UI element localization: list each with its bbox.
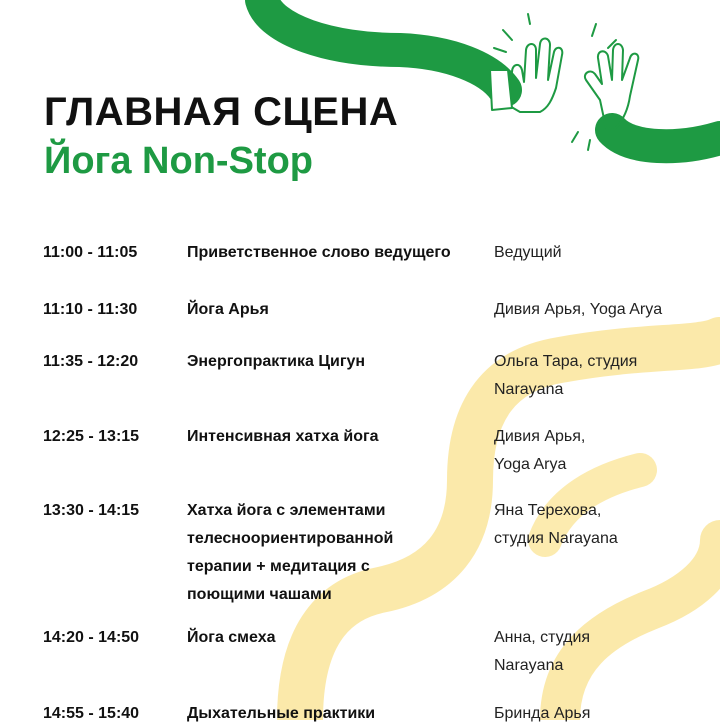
- row-host: Ведущий: [494, 244, 562, 261]
- row-host: Ольга Тара, студия Narayana: [494, 353, 638, 398]
- row-host: Анна, студия Narayana: [494, 629, 591, 674]
- row-host: Дивия Арья, Yoga Arya: [494, 428, 586, 473]
- page-subtitle: Йога Non-Stop: [44, 140, 313, 182]
- row-event: Йога Арья: [187, 301, 269, 318]
- row-host: Бринда Арья: [494, 705, 591, 722]
- row-event: Приветственное слово ведущего: [187, 244, 451, 261]
- row-host: Дивия Арья, Yoga Arya: [494, 301, 663, 318]
- row-event: Дыхательные практики: [187, 705, 376, 722]
- row-event: Интенсивная хатха йога: [187, 428, 379, 445]
- page-title: ГЛАВНАЯ СЦЕНА: [44, 90, 399, 134]
- row-time: 11:00 - 11:05: [43, 244, 138, 261]
- row-time: 11:10 - 11:30: [43, 301, 138, 318]
- row-time: 13:30 - 14:15: [43, 502, 140, 519]
- row-time: 14:55 - 15:40: [43, 705, 140, 722]
- row-event: Энергопрактика Цигун: [187, 353, 366, 370]
- row-time: 12:25 - 13:15: [43, 428, 140, 445]
- row-time: 11:35 - 12:20: [43, 353, 139, 370]
- row-time: 14:20 - 14:50: [43, 629, 140, 646]
- row-host: Яна Терехова, студия Narayana: [494, 502, 618, 547]
- row-event: Йога смеха: [187, 629, 276, 646]
- row-event: Хатха йога с элементами телесноориентированной терапии + медитация с поющими чашами: [187, 502, 394, 603]
